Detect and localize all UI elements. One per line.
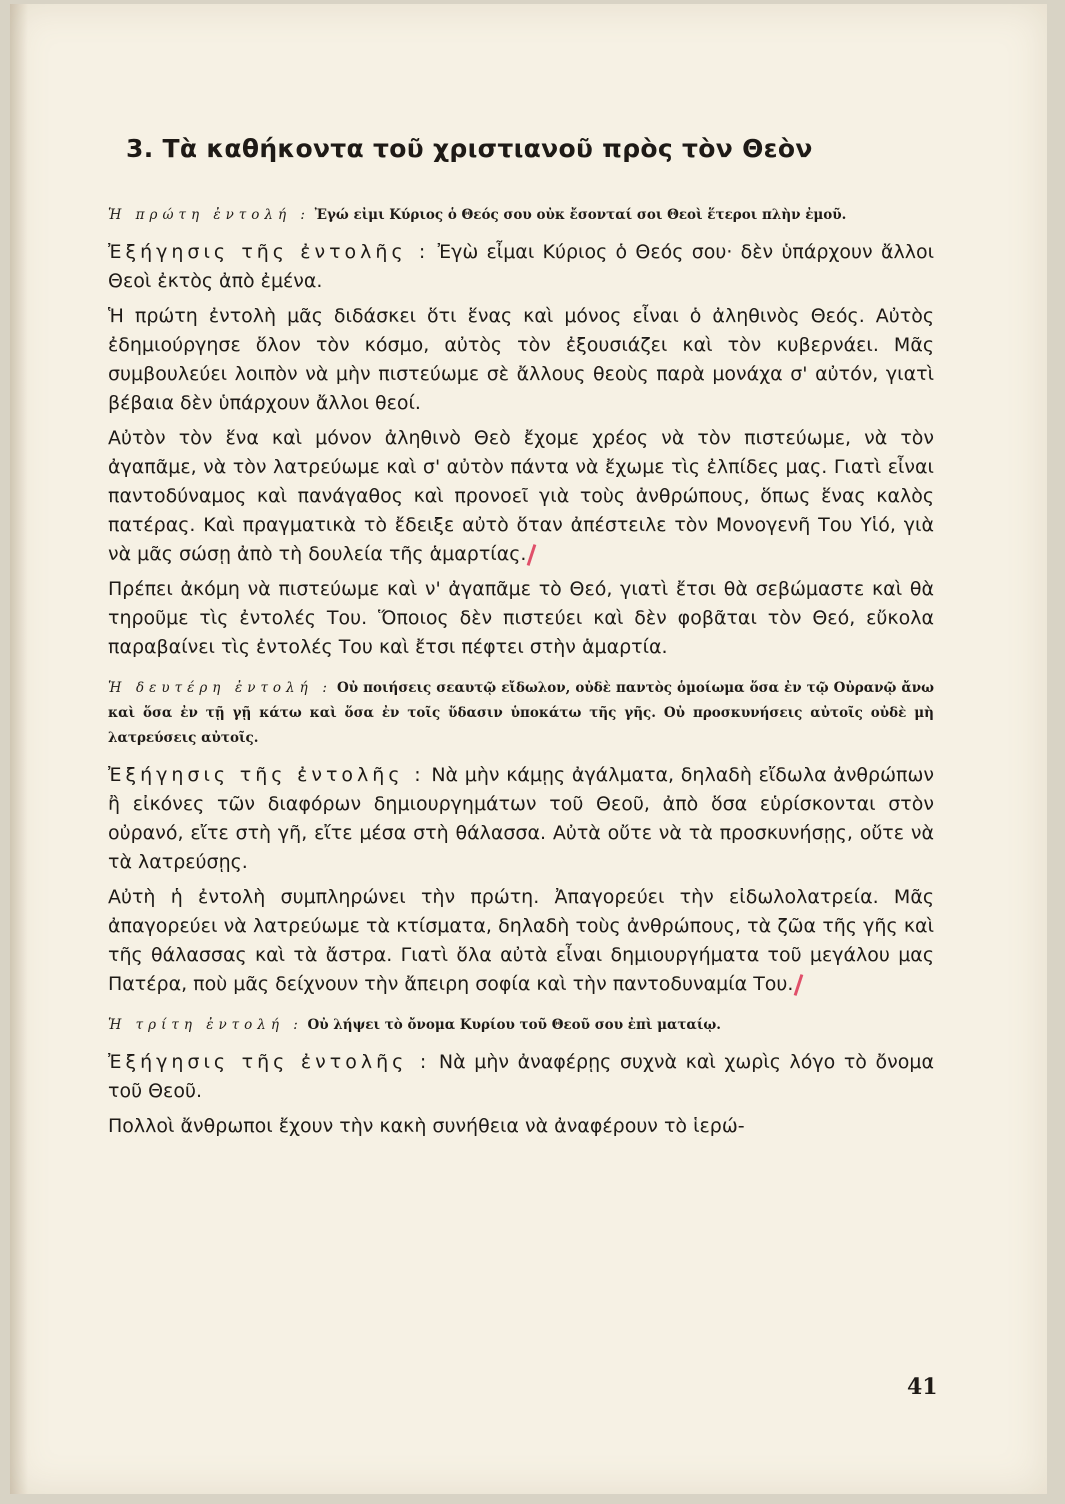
paragraph-3-1: Πολλοὶ ἄνθρωποι ἔχουν τὴν κακὴ συνήθεια νὰ ἀναφέρουν τὸ ἱερώ- (108, 1115, 745, 1137)
red-pen-mark (794, 974, 804, 996)
paragraph-1-1: Ἡ πρώτη ἐντολὴ μᾶς διδάσκει ὅτι ἕνας καὶ μόνος εἶναι ὁ ἀληθινὸς Θεός. Αὐτὸς ἐδημιούργησε ὅλον τὸν κόσμο, αὐτὸς τὸν ἐξουσιάζει καὶ τὸν κυβερνάει. Μᾶς συμβουλεύει λοιπὸν νὰ μὴν πιστεύωμε σὲ ἄλλους θεοὺς παρὰ μονάχα σ' αὐτόν, γιατὶ βέβαια δὲν ὑπάρχουν ἄλλοι θεοί. (108, 305, 934, 414)
command-1-text: Ἐγώ εἰμι Κύριος ὁ Θεός σου οὐκ ἔσονταί σοι Θεοὶ ἕτεροι πλὴν ἐμοῦ. (314, 207, 847, 223)
command-2-heading: Ἡ δευτέρη ἐντολή : (108, 680, 332, 696)
book-page (10, 4, 1047, 1494)
chapter-title: 3. Τὰ καθήκοντα τοῦ χριστιανοῦ πρὸς τὸν Θεὸν (126, 134, 813, 163)
page-number: 41 (907, 1374, 938, 1400)
explanation-1-heading: Ἐξήγησις τῆς ἐντολῆς : (108, 241, 430, 263)
command-1-heading: Ἡ πρώτη ἐντολή : (108, 207, 310, 223)
command-3-heading: Ἡ τρίτη ἐντολή : (108, 1017, 303, 1033)
command-3-text: Οὐ λήψει τὸ ὄνομα Κυρίου τοῦ Θεοῦ σου ἐπὶ ματαίῳ. (307, 1017, 721, 1033)
explanation-1 (108, 238, 934, 296)
explanation-2 (108, 761, 934, 877)
paragraph-1-2-text: Αὐτὸν τὸν ἕνα καὶ μόνον ἀληθινὸ Θεὸ ἔχομε χρέος νὰ τὸν πιστεύωμε, νὰ τὸν ἀγαπᾶμε, νὰ τὸν λατρεύωμε καὶ σ' αὐτὸν πάντα νὰ ἔχωμε τὶς ἐλπίδες μας. Γιατὶ εἶναι παντοδύναμος καὶ πανάγαθος καὶ προνοεῖ γιὰ τοὺς ἀνθρώπους, ὅπως ἕνας καλὸς πατέρας. Καὶ πραγματικὰ τὸ ἔδειξε αὐτὸ ὅταν ἀπέστειλε τὸν Μονογενῆ Του Υἱό, γιὰ νὰ μᾶς σώσῃ ἀπὸ τὴ δουλεία τῆς ἁμαρτίας. (108, 427, 934, 565)
paragraph-2-1 (108, 883, 934, 999)
command-1 (108, 203, 934, 228)
explanation-3-text: Νὰ μὴν ἀναφέρῃς συχνὰ καὶ χωρὶς λόγο τὸ ὄνομα τοῦ Θεοῦ. (108, 1051, 934, 1102)
red-pen-mark (527, 544, 537, 566)
command-2-text: Οὐ ποιήσεις σεαυτῷ εἴδωλον, οὐδὲ παντὸς ὁμοίωμα ὅσα ἐν τῷ Οὐρανῷ ἄνω καὶ ὅσα ἐν τῇ γῇ κάτω καὶ ὅσα ἐν τοῖς ὕδασιν ὑποκάτω τῆς γῆς. Οὐ προσκυνήσεις αὐτοῖς οὐδὲ μὴ λατρεύσεις αὐτοῖς. (108, 680, 935, 746)
paragraph-1-3: Πρέπει ἀκόμη νὰ πιστεύωμε καὶ ν' ἀγαπᾶμε τὸ Θεό, γιατὶ ἔτσι θὰ σεβώμαστε καὶ θὰ τηροῦμε τὶς ἐντολές Του. Ὅποιος δὲν πιστεύει καὶ δὲν φοβᾶται τὸν Θεό, εὔκολα παραβαίνει τὶς ἐντολές Του καὶ ἔτσι πέφτει στὴν ἁμαρτία. (108, 578, 934, 658)
paragraph-2-1-text: Αὐτὴ ἡ ἐντολὴ συμπληρώνει τὴν πρώτη. Ἀπαγορεύει τὴν εἰδωλολατρεία. Μᾶς ἀπαγορεύει νὰ λατρεύωμε τὰ κτίσματα, δηλαδὴ τοὺς ἀνθρώπους, τὰ ζῶα τῆς γῆς καὶ τῆς θάλασσας καὶ τὰ ἄστρα. Γιατὶ ὅλα αὐτὰ εἶναι δημιουργήματα τοῦ μεγάλου μας Πατέρα, ποὺ μᾶς δείχνουν τὴν ἄπειρη σοφία καὶ τὴν παντοδυναμία Του. (108, 886, 934, 995)
explanation-2-text: Νὰ μὴν κάμῃς ἀγάλματα, δηλαδὴ εἴδωλα ἀνθρώπων ἢ εἰκόνες τῶν διαφόρων δημιουργημάτων τοῦ Θεοῦ, ἀπὸ ὅσα εὑρίσκονται στὸν οὐρανό, εἴτε στὴ γῆ, εἴτε μέσα στὴ θάλασσα. Αὐτὰ οὔτε νὰ τὰ προσκυνήσῃς, οὔτε νὰ τὰ λατρεύσῃς. (108, 764, 934, 873)
paragraph-1-2 (108, 424, 934, 569)
explanation-1-text: Ἐγὼ εἶμαι Κύριος ὁ Θεός σου· δὲν ὑπάρχουν ἄλλοι Θεοὶ ἐκτὸς ἀπὸ ἐμένα. (108, 241, 935, 292)
page-content (108, 134, 934, 1141)
command-2 (108, 676, 934, 751)
explanation-3-heading: Ἐξήγησις τῆς ἐντολῆς : (108, 1051, 431, 1073)
explanation-2-heading: Ἐξήγησις τῆς ἐντολῆς : (108, 764, 425, 786)
command-3 (108, 1013, 934, 1038)
explanation-3 (108, 1048, 934, 1106)
